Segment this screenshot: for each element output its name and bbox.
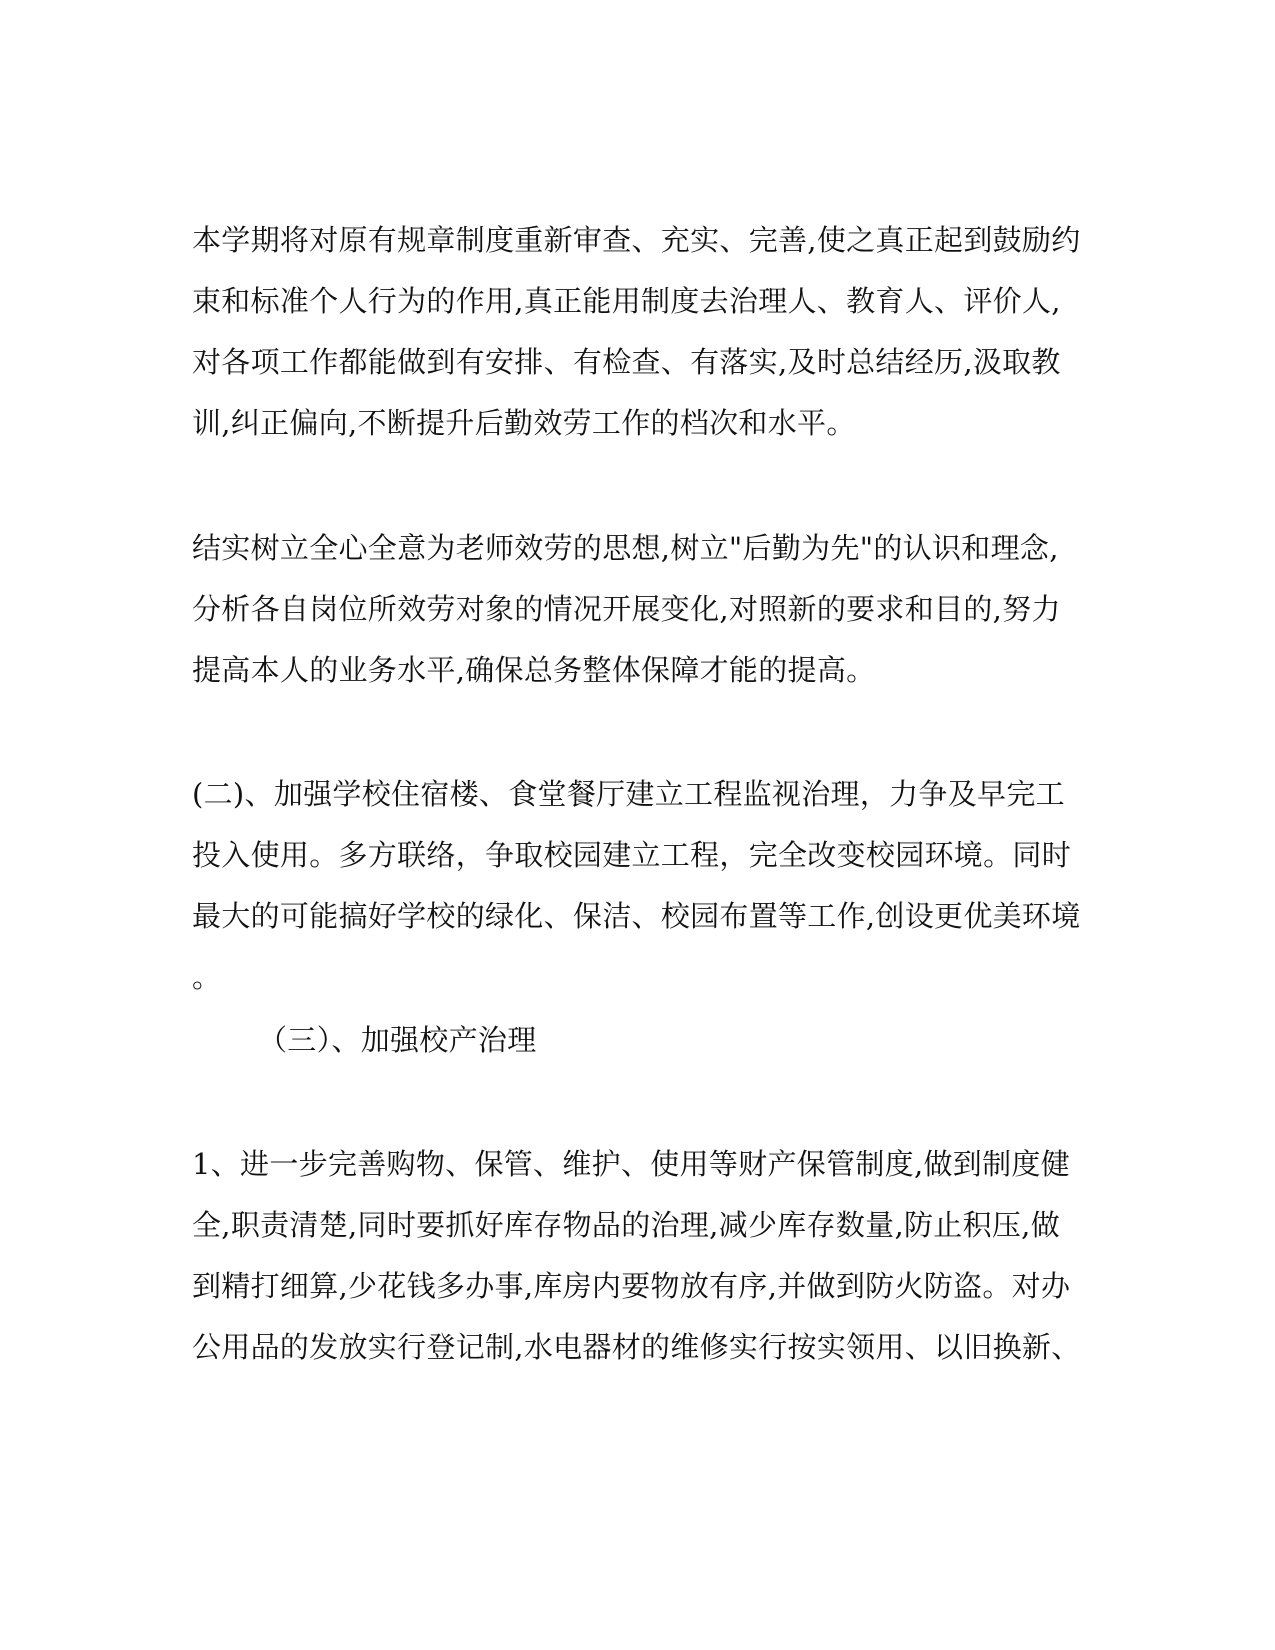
paragraph-1-line-3: 对各项工作都能做到有安排、有检查、有落实,及时总结经历,汲取教 xyxy=(192,345,1061,379)
paragraph-5-line-2: 全,职责清楚,同时要抓好库存物品的治理,减少库存数量,防止积压,做 xyxy=(192,1208,1060,1242)
paragraph-5-line-1: 1、进一步完善购物、保管、维护、使用等财产保管制度,做到制度健 xyxy=(192,1147,1070,1181)
paragraph-5-line-4: 公用品的发放实行登记制,水电器材的维修实行按实领用、以旧换新、 xyxy=(192,1330,1081,1364)
paragraph-1-line-1: 本学期将对原有规章制度重新审查、充实、完善,使之真正起到鼓励约 xyxy=(192,223,1081,257)
paragraph-3-line-2: 投入使用。多方联络，争取校园建立工程，完全改变校园环境。同时 xyxy=(192,838,1072,872)
paragraph-3-line-4: 。 xyxy=(192,960,222,994)
paragraph-2-line-2: 分析各自岗位所效劳对象的情况开展变化,对照新的要求和目的,努力 xyxy=(192,592,1061,626)
section-heading: （三）、加强校产治理 xyxy=(258,1023,537,1057)
paragraph-2-line-1: 结实树立全心全意为老师效劳的思想,树立"后勤为先"的认识和理念, xyxy=(192,531,1059,565)
paragraph-3-line-1: (二)、加强学校住宿楼、食堂餐厅建立工程监视治理，力争及早完工 xyxy=(192,777,1065,811)
paragraph-3-line-3: 最大的可能搞好学校的绿化、保洁、校园布置等工作,创设更优美环境 xyxy=(192,899,1081,933)
paragraph-2-line-3: 提高本人的业务水平,确保总务整体保障才能的提高。 xyxy=(192,653,876,687)
paragraph-5-line-3: 到精打细算,少花钱多办事,库房内要物放有序,并做到防火防盗。对办 xyxy=(192,1269,1071,1303)
paragraph-1-line-2: 束和标准个人行为的作用,真正能用制度去治理人、教育人、评价人, xyxy=(192,284,1061,318)
paragraph-1-line-4: 训,纠正偏向,不断提升后勤效劳工作的档次和水平。 xyxy=(192,406,856,440)
